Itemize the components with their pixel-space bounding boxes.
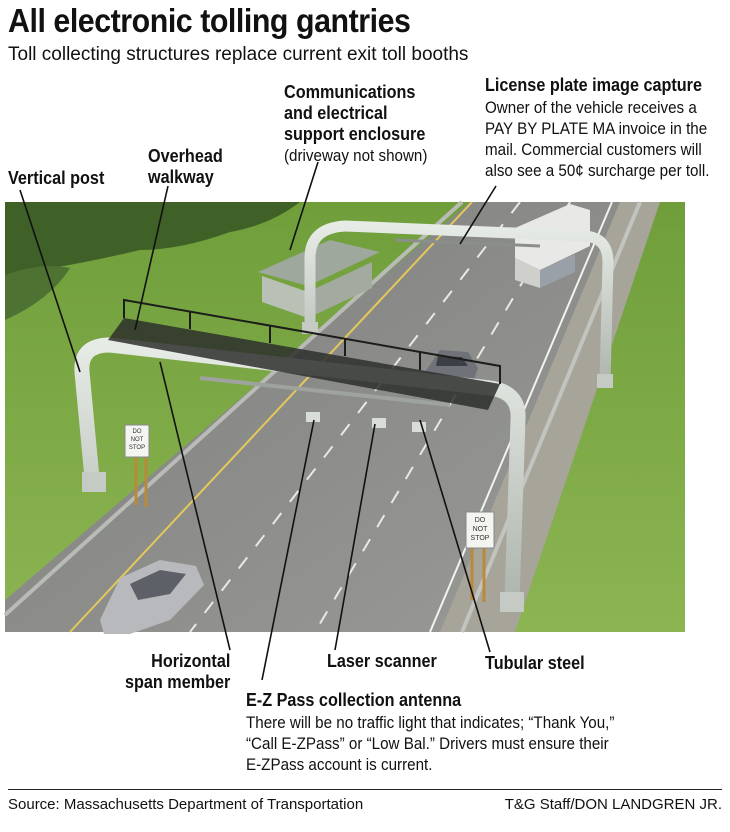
label-line: support enclosure bbox=[284, 124, 426, 144]
sign-word: DO bbox=[132, 429, 142, 435]
label-plate-capture: License plate image capture bbox=[485, 75, 702, 95]
label-line: Communications bbox=[284, 82, 416, 102]
sign-word: NOT bbox=[472, 526, 488, 533]
label-vertical-post: Vertical post bbox=[8, 168, 105, 188]
desc-line: There will be no traffic light that indicates; “Thank You,” bbox=[246, 714, 615, 732]
label-comms-enclosure bbox=[284, 82, 425, 145]
page-subtitle: Toll collecting structures replace current exit toll booths bbox=[8, 44, 469, 65]
desc-line: also see a 50¢ surcharge per toll. bbox=[485, 162, 710, 180]
desc-line: Owner of the vehicle receives a bbox=[485, 99, 697, 117]
desc-line: mail. Commercial customers will bbox=[485, 141, 702, 159]
label-line: and electrical bbox=[284, 103, 388, 123]
sign-text-right bbox=[466, 516, 494, 543]
page-title: All electronic tolling gantries bbox=[8, 2, 411, 39]
staff-credit: T&G Staff/DON LANDGREN JR. bbox=[504, 796, 722, 813]
label-tubular-steel: Tubular steel bbox=[485, 653, 585, 673]
desc-line: “Call E-ZPass” or “Low Bal.” Drivers must ensure their bbox=[246, 735, 609, 753]
label-overhead-walkway bbox=[148, 146, 223, 188]
label-horizontal-span bbox=[125, 651, 230, 693]
label-ezpass-antenna: E-Z Pass collection antenna bbox=[246, 690, 462, 710]
label-laser-scanner: Laser scanner bbox=[327, 651, 437, 671]
label-line: Horizontal bbox=[151, 651, 231, 671]
footer-divider bbox=[8, 789, 722, 790]
sign-word: STOP bbox=[128, 445, 146, 451]
sign-word: STOP bbox=[470, 535, 490, 542]
comms-note: (driveway not shown) bbox=[284, 147, 428, 165]
source-credit: Source: Massachusetts Department of Transportation bbox=[8, 796, 364, 813]
label-line: span member bbox=[125, 672, 231, 692]
desc-line: E-ZPass account is current. bbox=[246, 756, 433, 774]
ezpass-description bbox=[246, 713, 614, 776]
desc-line: PAY BY PLATE MA invoice in the bbox=[485, 120, 708, 138]
label-line: Overhead bbox=[148, 146, 223, 166]
sign-word: NOT bbox=[130, 437, 144, 443]
sign-word: DO bbox=[474, 517, 486, 524]
plate-capture-description bbox=[485, 98, 709, 182]
label-line: walkway bbox=[148, 167, 214, 187]
sign-text-left bbox=[125, 428, 149, 452]
